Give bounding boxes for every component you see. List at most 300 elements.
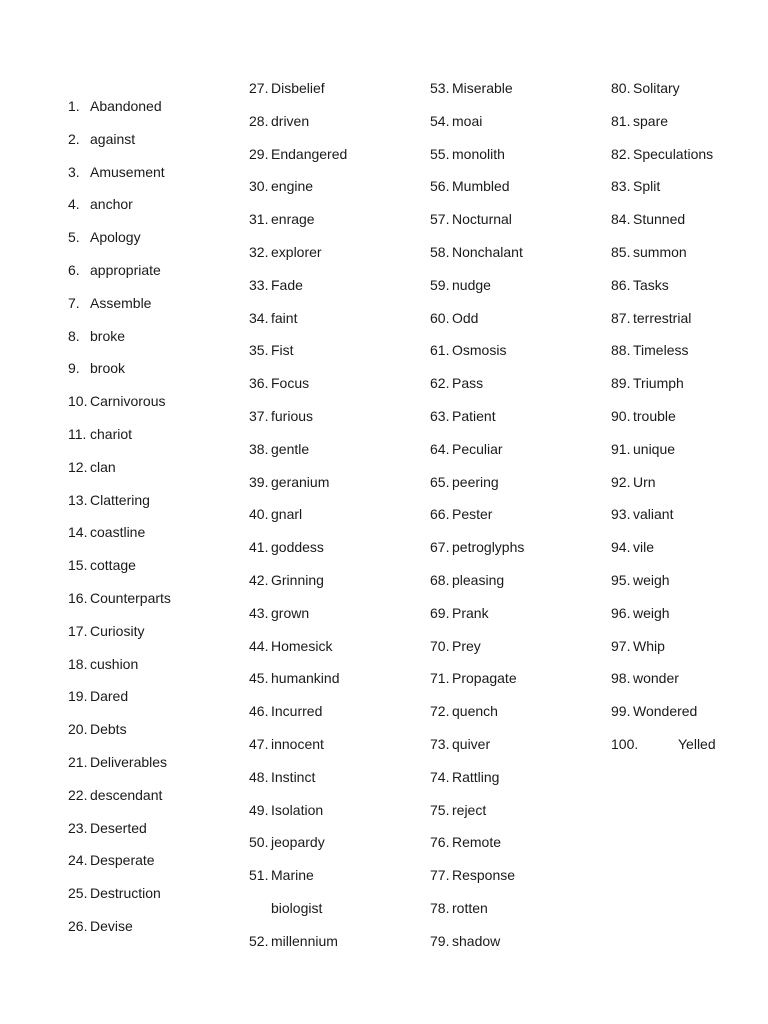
item-number: 63. [430, 408, 450, 424]
list-item [249, 867, 314, 883]
item-word: Rattling [452, 768, 500, 785]
item-number: 79. [430, 932, 450, 949]
item-word: weigh [633, 572, 670, 588]
item-word: enrage [271, 211, 315, 228]
item-word: millennium [271, 932, 338, 949]
list-item [611, 146, 713, 162]
list-item [68, 229, 141, 245]
item-word: Patient [452, 408, 496, 424]
item-number: 62. [430, 375, 450, 392]
item-word: Solitary [633, 80, 680, 96]
list-item [68, 688, 128, 704]
item-number: 84. [611, 211, 631, 228]
list-item [68, 295, 151, 311]
item-number: 45. [249, 670, 269, 687]
list-item [430, 146, 505, 162]
item-word: quiver [452, 736, 491, 752]
item-word: weigh [633, 604, 670, 621]
item-number: 24. [68, 852, 88, 869]
list-item [611, 670, 679, 686]
item-word: Nocturnal [452, 211, 512, 228]
item-word: Clattering [90, 491, 150, 508]
item-number: 80. [611, 80, 631, 96]
list-item [249, 342, 294, 358]
item-word: biologist [271, 900, 323, 916]
list-item [611, 113, 668, 129]
item-number: 1. [68, 98, 80, 114]
list-item [249, 408, 313, 424]
item-word: Speculations [633, 145, 714, 162]
item-word: vile [633, 539, 655, 556]
item-number: 81. [611, 112, 631, 129]
list-item [430, 933, 500, 949]
list-item [611, 703, 697, 719]
item-word: trouble [633, 408, 676, 424]
list-item [611, 408, 676, 424]
item-number: 82. [611, 145, 631, 162]
list-item [249, 113, 309, 129]
item-word: Yelled [678, 736, 716, 752]
list-item [611, 441, 675, 457]
item-number: 65. [430, 473, 450, 490]
list-item [249, 834, 325, 850]
item-word: Instinct [271, 768, 316, 785]
list-item [611, 474, 656, 490]
item-number: 73. [430, 736, 450, 752]
list-item [611, 342, 689, 358]
item-number: 32. [249, 244, 269, 260]
item-number: 91. [611, 440, 631, 457]
list-item [68, 131, 135, 147]
item-word: driven [271, 112, 310, 129]
item-word: Pester [452, 506, 493, 523]
item-word: chariot [90, 426, 133, 442]
item-number: 11. [68, 426, 87, 442]
list-item [68, 164, 165, 180]
list-item [249, 703, 322, 719]
item-word: Prey [452, 637, 481, 654]
item-number: 6. [68, 262, 80, 278]
list-item [611, 605, 670, 621]
item-number: 69. [430, 604, 450, 621]
item-word: Devise [90, 918, 133, 934]
item-number: 71. [430, 670, 450, 687]
list-item [249, 802, 323, 818]
item-number: 40. [249, 506, 269, 523]
list-item [430, 638, 481, 654]
item-word: brook [90, 360, 126, 377]
item-word: innocent [271, 736, 324, 752]
item-word: gnarl [271, 506, 303, 523]
item-word: Debts [90, 721, 127, 738]
list-item [430, 375, 483, 391]
item-number: 77. [430, 867, 450, 884]
item-word: coastline [90, 524, 146, 541]
item-number: 88. [611, 342, 631, 359]
item-number: 34. [249, 309, 269, 326]
list-item [430, 342, 506, 358]
item-number: 37. [249, 408, 269, 424]
item-number: 35. [249, 342, 269, 359]
list-item [611, 80, 680, 96]
list-item [430, 670, 517, 686]
item-word: reject [452, 801, 487, 818]
item-word: Disbelief [271, 80, 325, 96]
item-word: goddess [271, 539, 324, 556]
item-word: Counterparts [90, 590, 171, 606]
list-item [68, 721, 127, 737]
list-item [430, 769, 499, 785]
item-number: 83. [611, 178, 631, 195]
item-number: 60. [430, 309, 450, 326]
list-item [611, 310, 691, 326]
item-word: Destruction [90, 885, 161, 902]
item-word: against [90, 130, 136, 147]
item-word: geranium [271, 473, 330, 490]
item-word: Curiosity [90, 622, 145, 639]
item-word: Grinning [271, 572, 324, 588]
item-number: 96. [611, 604, 631, 621]
item-word: jeopardy [271, 834, 325, 851]
item-word: Fade [271, 276, 303, 293]
list-item [430, 900, 488, 916]
item-word: Remote [452, 834, 502, 851]
item-word: Endangered [271, 145, 348, 162]
item-number: 61. [430, 342, 450, 359]
item-number: 36. [249, 375, 269, 392]
list-item [249, 310, 297, 326]
item-word: Wondered [633, 703, 698, 720]
list-item [249, 769, 315, 785]
item-number: 78. [430, 900, 450, 916]
item-number: 14. [68, 524, 88, 541]
list-item [68, 656, 138, 672]
item-number: 20. [68, 721, 88, 738]
item-word: monolith [452, 145, 505, 162]
item-word: Tasks [633, 276, 669, 293]
item-number: 95. [611, 572, 631, 588]
item-word: unique [633, 440, 676, 457]
list-item [68, 393, 165, 409]
list-item [249, 244, 322, 260]
item-word: Apology [90, 229, 141, 246]
item-number: 13. [68, 491, 88, 508]
item-word: Osmosis [452, 342, 507, 359]
item-word: Desperate [90, 852, 155, 869]
item-word: clan [90, 458, 116, 475]
list-item [249, 670, 340, 686]
item-number: 31. [249, 211, 269, 228]
item-number: 23. [68, 819, 88, 836]
item-number: 10. [68, 393, 88, 410]
list-item [430, 539, 524, 555]
list-item [68, 459, 116, 475]
item-word: Fist [271, 342, 294, 359]
item-word: shadow [452, 932, 501, 949]
list-item [430, 867, 515, 883]
item-number: 49. [249, 801, 269, 818]
item-word: wonder [633, 670, 679, 687]
item-number: 46. [249, 703, 269, 720]
list-item [611, 539, 654, 555]
list-item [611, 638, 665, 654]
item-number: 28. [249, 112, 269, 129]
item-number: 42. [249, 572, 269, 588]
item-number: 44. [249, 637, 269, 654]
list-item [430, 441, 503, 457]
item-word: peering [452, 473, 499, 490]
list-item [430, 277, 491, 293]
list-item [430, 605, 489, 621]
list-item [430, 703, 498, 719]
list-item [430, 310, 478, 326]
list-item [611, 277, 669, 293]
item-word: Peculiar [452, 440, 503, 457]
item-number: 41. [249, 539, 269, 556]
list-item [430, 178, 510, 194]
list-item [430, 113, 482, 129]
item-word: nudge [452, 276, 491, 293]
item-number: 58. [430, 244, 450, 260]
item-word: faint [271, 309, 298, 326]
item-word: valiant [633, 506, 674, 523]
item-word: Split [633, 178, 661, 195]
list-item [68, 918, 133, 934]
item-number: 92. [611, 473, 631, 490]
list-item [249, 211, 315, 227]
list-item [68, 590, 171, 606]
list-item [68, 885, 161, 901]
item-word: pleasing [452, 572, 505, 588]
item-number: 67. [430, 539, 450, 556]
item-number: 15. [68, 557, 88, 574]
item-number: 56. [430, 178, 450, 195]
item-word: Pass [452, 375, 484, 392]
list-item [68, 360, 125, 376]
list-item [611, 211, 685, 227]
item-word: Carnivorous [90, 393, 166, 410]
list-item [611, 736, 716, 752]
list-item [430, 736, 490, 752]
item-number: 29. [249, 145, 269, 162]
item-number: 97. [611, 637, 631, 654]
item-word: Homesick [271, 637, 333, 654]
item-number: 25. [68, 885, 88, 902]
list-item [430, 244, 523, 260]
item-word: summon [633, 244, 687, 260]
item-word: Focus [271, 375, 310, 392]
item-word: Timeless [633, 342, 689, 359]
item-word: appropriate [90, 262, 161, 278]
list-item [430, 834, 501, 850]
item-number: 26. [68, 918, 88, 934]
item-word: cottage [90, 557, 136, 574]
item-word: petroglyphs [452, 539, 525, 556]
list-item [68, 557, 136, 573]
item-number: 3. [68, 163, 80, 180]
item-number: 16. [68, 590, 88, 606]
item-number: 87. [611, 309, 631, 326]
list-item [249, 441, 309, 457]
list-item [249, 900, 322, 916]
list-item [249, 178, 313, 194]
list-item [249, 572, 324, 588]
item-number: 100. [611, 736, 639, 752]
item-word: Prank [452, 604, 489, 621]
list-item [249, 933, 338, 949]
item-word: anchor [90, 196, 133, 213]
item-number: 30. [249, 178, 269, 195]
item-number: 21. [68, 754, 88, 770]
list-item [430, 80, 513, 96]
list-item [68, 196, 133, 212]
item-number: 27. [249, 80, 269, 96]
item-number: 48. [249, 768, 269, 785]
list-item [68, 328, 125, 344]
item-word: Whip [633, 637, 665, 654]
item-word: Response [452, 867, 516, 884]
item-number: 19. [68, 688, 88, 705]
item-word: rotten [452, 900, 488, 916]
item-number: 12. [68, 458, 88, 475]
item-word: Deliverables [90, 754, 168, 770]
item-number: 38. [249, 440, 269, 457]
list-item [611, 244, 687, 260]
list-item [68, 98, 162, 114]
item-number: 50. [249, 834, 269, 851]
list-item [68, 623, 144, 639]
item-number: 2. [68, 130, 80, 147]
item-number: 5. [68, 229, 80, 246]
item-word: explorer [271, 244, 322, 260]
item-number: 86. [611, 276, 631, 293]
item-word: Assemble [90, 294, 152, 311]
list-item [68, 524, 145, 540]
list-item [249, 539, 324, 555]
list-item [430, 474, 499, 490]
list-item [249, 474, 329, 490]
item-word: Amusement [90, 163, 165, 180]
list-item [68, 754, 167, 770]
item-word: Incurred [271, 703, 323, 720]
item-word: Propagate [452, 670, 517, 687]
item-number: 90. [611, 408, 631, 424]
item-number: 47. [249, 736, 269, 752]
item-number: 57. [430, 211, 450, 228]
item-number: 74. [430, 768, 450, 785]
list-item [68, 492, 150, 508]
item-number: 99. [611, 703, 631, 720]
item-number: 89. [611, 375, 631, 392]
item-number: 85. [611, 244, 631, 260]
list-item [249, 80, 325, 96]
item-number: 55. [430, 145, 450, 162]
item-word: Odd [452, 309, 479, 326]
item-word: cushion [90, 655, 139, 672]
item-number: 51. [249, 867, 269, 884]
list-item [249, 638, 332, 654]
item-number: 64. [430, 440, 450, 457]
item-word: Nonchalant [452, 244, 523, 260]
item-number: 7. [68, 294, 80, 311]
list-item [611, 178, 660, 194]
item-number: 75. [430, 801, 450, 818]
item-number: 17. [68, 622, 88, 639]
item-word: Miserable [452, 80, 513, 96]
item-word: Marine [271, 867, 314, 884]
item-word: engine [271, 178, 314, 195]
item-word: Urn [633, 473, 656, 490]
item-word: Stunned [633, 211, 686, 228]
item-number: 52. [249, 932, 269, 949]
list-item [430, 211, 512, 227]
item-word: moai [452, 112, 483, 129]
item-word: spare [633, 112, 669, 129]
list-item [249, 277, 303, 293]
item-word: furious [271, 408, 314, 424]
item-number: 93. [611, 506, 631, 523]
list-item [430, 802, 486, 818]
list-item [249, 506, 302, 522]
item-number: 98. [611, 670, 631, 687]
list-item [68, 426, 132, 442]
list-item [611, 572, 670, 588]
item-word: terrestrial [633, 309, 692, 326]
list-item [68, 852, 155, 868]
item-number: 33. [249, 276, 269, 293]
item-word: Mumbled [452, 178, 510, 195]
list-item [611, 375, 684, 391]
item-number: 70. [430, 637, 450, 654]
item-number: 76. [430, 834, 450, 851]
item-word: humankind [271, 670, 340, 687]
item-number: 43. [249, 604, 269, 621]
item-number: 53. [430, 80, 450, 96]
list-item [430, 506, 492, 522]
list-item [611, 506, 673, 522]
item-number: 18. [68, 655, 88, 672]
item-word: quench [452, 703, 498, 720]
item-number: 54. [430, 112, 450, 129]
item-number: 4. [68, 196, 80, 213]
item-number: 39. [249, 473, 269, 490]
item-number: 68. [430, 572, 450, 588]
list-item [68, 820, 147, 836]
list-item [430, 572, 504, 588]
item-word: Deserted [90, 819, 147, 836]
list-item [249, 605, 309, 621]
list-item [68, 787, 162, 803]
item-word: Isolation [271, 801, 324, 818]
item-number: 94. [611, 539, 631, 556]
item-number: 22. [68, 786, 88, 803]
list-item [430, 408, 496, 424]
item-word: broke [90, 327, 126, 344]
list-item [249, 146, 347, 162]
list-item [249, 375, 309, 391]
list-item [68, 262, 161, 278]
item-number: 59. [430, 276, 450, 293]
item-word: gentle [271, 440, 310, 457]
item-word: Triumph [633, 375, 684, 392]
item-word: Dared [90, 688, 129, 705]
item-word: grown [271, 604, 310, 621]
item-word: descendant [90, 786, 163, 803]
item-number: 72. [430, 703, 450, 720]
item-number: 8. [68, 327, 80, 344]
item-number: 66. [430, 506, 450, 523]
item-number: 9. [68, 360, 80, 377]
